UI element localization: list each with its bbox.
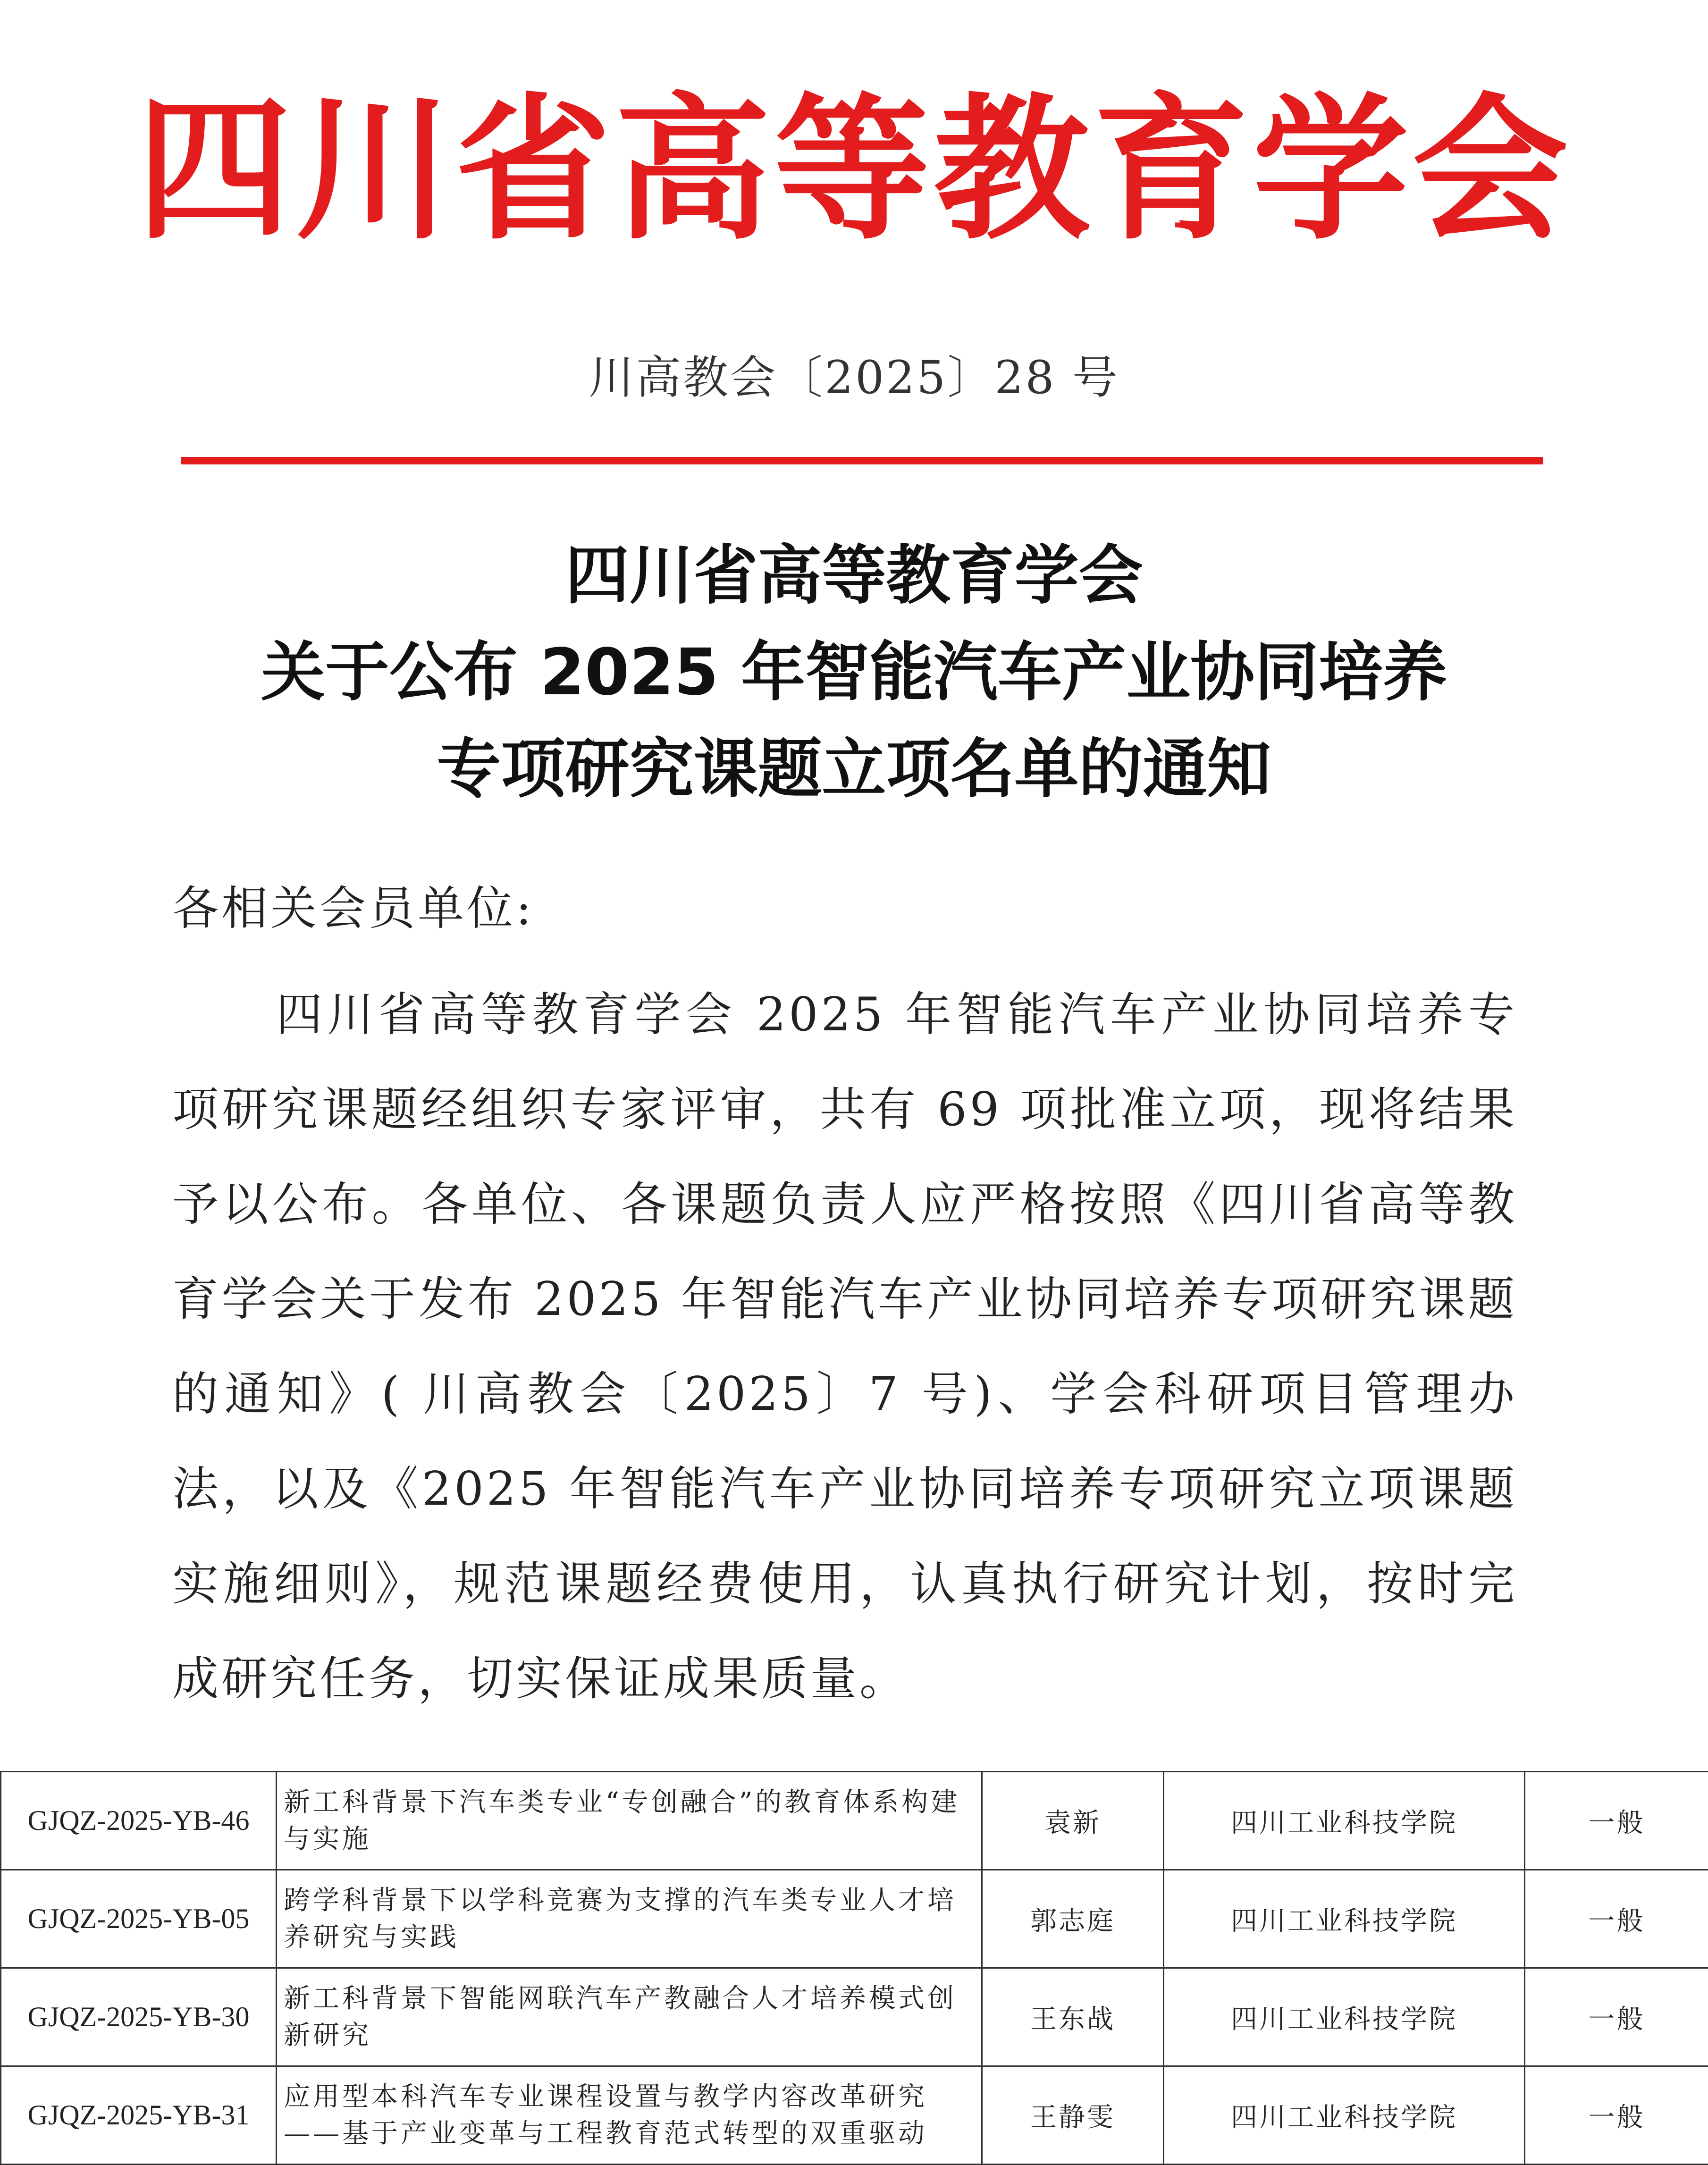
project-topic: 新工科背景下智能网联汽车产教融合人才培养模式创新研究 <box>277 1968 982 2066</box>
project-topic: 跨学科背景下以学科竞赛为支撑的汽车类专业人才培养研究与实践 <box>277 1870 982 1968</box>
project-code: GJQZ-2025-YB-31 <box>1 2066 277 2165</box>
project-topic: 新工科背景下汽车类专业“专创融合”的教育体系构建与实施 <box>277 1772 982 1870</box>
project-code: GJQZ-2025-YB-46 <box>1 1772 277 1870</box>
notice-title-line-2: 关于公布 2025 年智能汽车产业协同培养 <box>0 625 1708 720</box>
project-level: 一般 <box>1525 1968 1708 2066</box>
table-row <box>1 1870 1708 1968</box>
project-code: GJQZ-2025-YB-05 <box>1 1870 277 1968</box>
project-level: 一般 <box>1525 1772 1708 1870</box>
table-row <box>1 1772 1708 1870</box>
project-leader: 王东战 <box>982 1968 1164 2066</box>
project-leader: 王静雯 <box>982 2066 1164 2165</box>
project-leader: 袁新 <box>982 1772 1164 1870</box>
project-topic: 应用型本科汽车专业课程设置与教学内容改革研究——基于产业变革与工程教育范式转型的双重驱动 <box>277 2066 982 2165</box>
project-institution: 四川工业科技学院 <box>1164 1870 1525 1968</box>
project-leader: 郭志庭 <box>982 1870 1164 1968</box>
red-divider-line <box>181 457 1543 464</box>
project-institution: 四川工业科技学院 <box>1164 1772 1525 1870</box>
notice-title-line-1: 四川省高等教育学会 <box>0 529 1708 623</box>
project-code: GJQZ-2025-YB-30 <box>1 1968 277 2066</box>
body-paragraph: 四川省高等教育学会 2025 年智能汽车产业协同培养专项研究课题经组织专家评审，共有 69 项批准立项，现将结果予以公布。各单位、各课题负责人应严格按照《四川省高等教育学会关于发布 2025 年智能汽车产业协同培养专项研究课题的通知》( 川高教会〔2025〕7 号)、学会科研项目管理办法，以及《2025 年智能汽车产业协同培养专项研究立项课题实施细则》，规范课题经费使用，认真执行研究计划，按时完成研究任务，切实保证成果质量。 <box>172 968 1517 1727</box>
project-level: 一般 <box>1525 2066 1708 2165</box>
project-institution: 四川工业科技学院 <box>1164 2066 1525 2165</box>
document-number: 川高教会〔2025〕28 号 <box>0 347 1708 408</box>
table-row <box>1 1968 1708 2066</box>
salutation: 各相关会员单位: <box>172 878 534 939</box>
project-list-table <box>0 1771 1708 2165</box>
org-masthead: 四川省高等教育学会 <box>0 80 1708 260</box>
table-row <box>1 2066 1708 2165</box>
project-institution: 四川工业科技学院 <box>1164 1968 1525 2066</box>
notice-title-line-3: 专项研究课题立项名单的通知 <box>0 722 1708 817</box>
project-level: 一般 <box>1525 1870 1708 1968</box>
